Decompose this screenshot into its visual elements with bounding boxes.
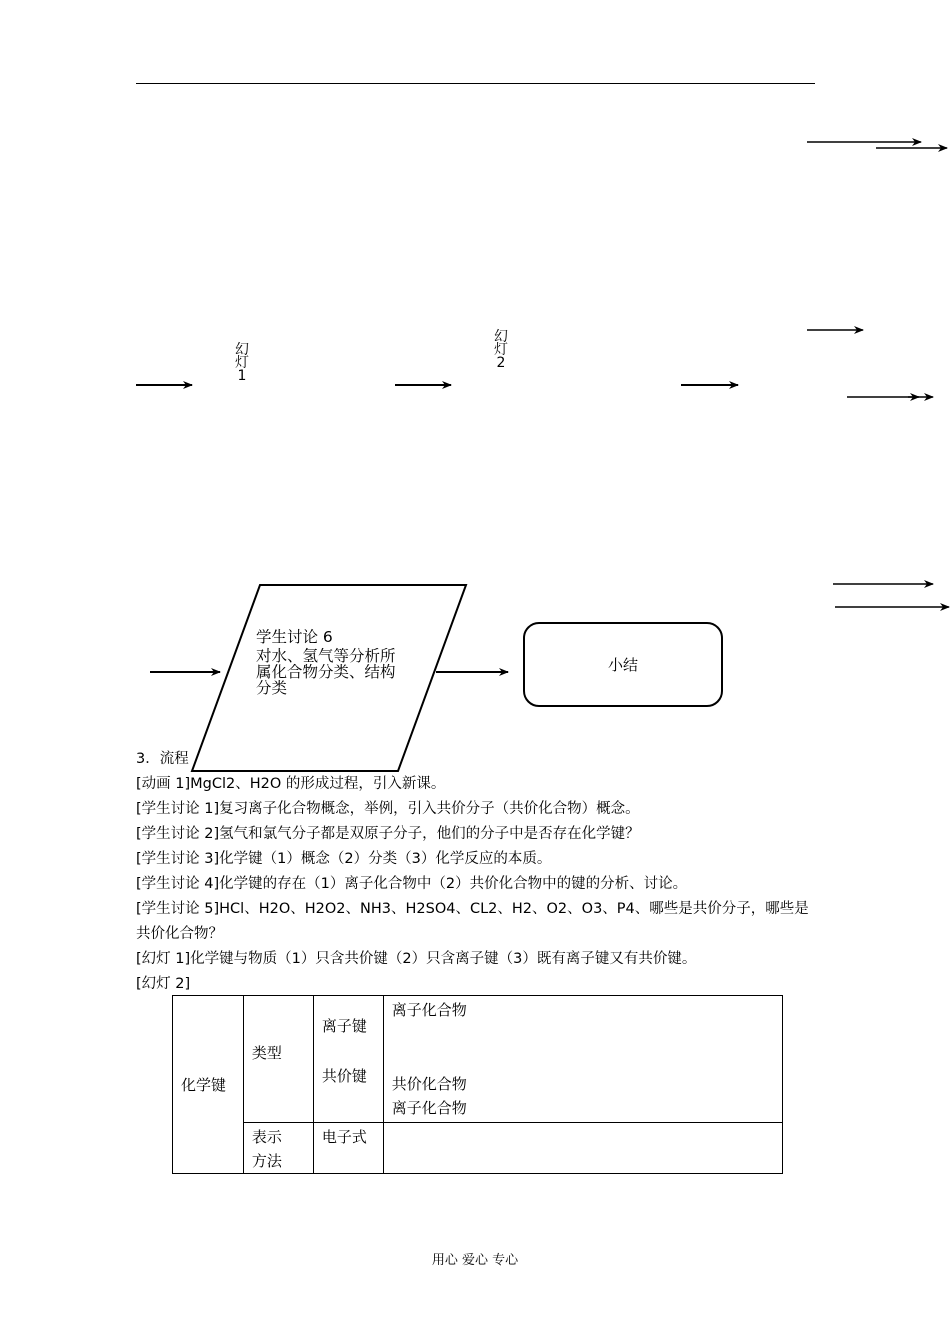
covalent-bond-label: 共价键 [321, 1067, 367, 1085]
list-item: [动画 1]MgCl2、H2O 的形成过程，引入新课。 [136, 776, 446, 792]
chemical-bond-table [172, 995, 783, 1174]
table-cell [173, 996, 244, 1174]
list-item: [学生讨论 3]化学键（1）概念（2）分类（3）化学反应的本质。 [136, 851, 552, 867]
slide-1-char: 1 [237, 368, 247, 384]
table-cell [313, 996, 383, 1123]
spacer [392, 1022, 774, 1072]
slide-2-note: [幻灯 2] [136, 976, 191, 992]
ionic-bond-label: 离子键 [321, 1017, 367, 1035]
slide-1-note: [幻灯 1]化学键与物质（1）只含共价键（2）只含离子键（3）既有离子键又有共价键。 [136, 951, 697, 967]
list-item: [学生讨论 2]氢气和氯气分子都是双原子分子，他们的分子中是否存在化学键？ [136, 826, 640, 842]
ionic-compound-label: 离子化合物 [391, 1001, 467, 1019]
discussion-5-paragraph: [学生讨论 5]HCl、H2O、H2O2、NH3、H2SO4、CL2、H2、O2、O3、P4、哪些是共价分子，哪些是共价化合物？ [136, 901, 809, 942]
discussion-6-line: 分类 [256, 679, 288, 697]
slide-2-char: 2 [496, 355, 506, 371]
table-cell [243, 1123, 313, 1174]
slide-1-char: 幻 [235, 342, 249, 358]
type-label: 类型 [251, 1043, 282, 1062]
section-heading: 3．流程 [136, 751, 189, 767]
table-cell [383, 996, 782, 1123]
electron-formula-label: 电子式 [321, 1128, 367, 1146]
list-item: [学生讨论 4]化学键的存在（1）离子化合物中（2）共价化合物中的键的分析、讨论。 [136, 876, 688, 892]
summary-box [523, 622, 723, 707]
slide-2-char: 灯 [494, 342, 508, 358]
chemical-bond-label: 化学键 [181, 1076, 227, 1094]
table-cell [243, 996, 313, 1123]
table-cell [313, 1123, 383, 1174]
covalent-compound-label: 共价化合物 [391, 1075, 467, 1093]
discussion-6-line: 学生讨论 6 [256, 628, 333, 646]
discussion-6-line: 属化合物分类、结构 [256, 663, 396, 681]
slide-1-char: 灯 [235, 355, 249, 371]
representation-label: 方法 [251, 1152, 282, 1170]
summary-label: 小结 [607, 656, 638, 674]
table-cell [383, 1123, 782, 1174]
discussion-6-text [256, 629, 396, 696]
slide-2-char: 幻 [494, 329, 508, 345]
discussion-6-line: 对水、氢气等分析所 [256, 647, 396, 665]
list-item: [学生讨论 1]复习离子化合物概念，举例，引入共价分子（共价化合物）概念。 [136, 801, 640, 817]
page-footer: 用心 爱心 专心 [431, 1253, 519, 1268]
slide-1-label [234, 344, 250, 383]
representation-label: 表示 [251, 1128, 282, 1146]
ionic-compound-label: 离子化合物 [391, 1099, 467, 1117]
spacer [322, 1039, 375, 1064]
slide-2-label [493, 331, 509, 370]
